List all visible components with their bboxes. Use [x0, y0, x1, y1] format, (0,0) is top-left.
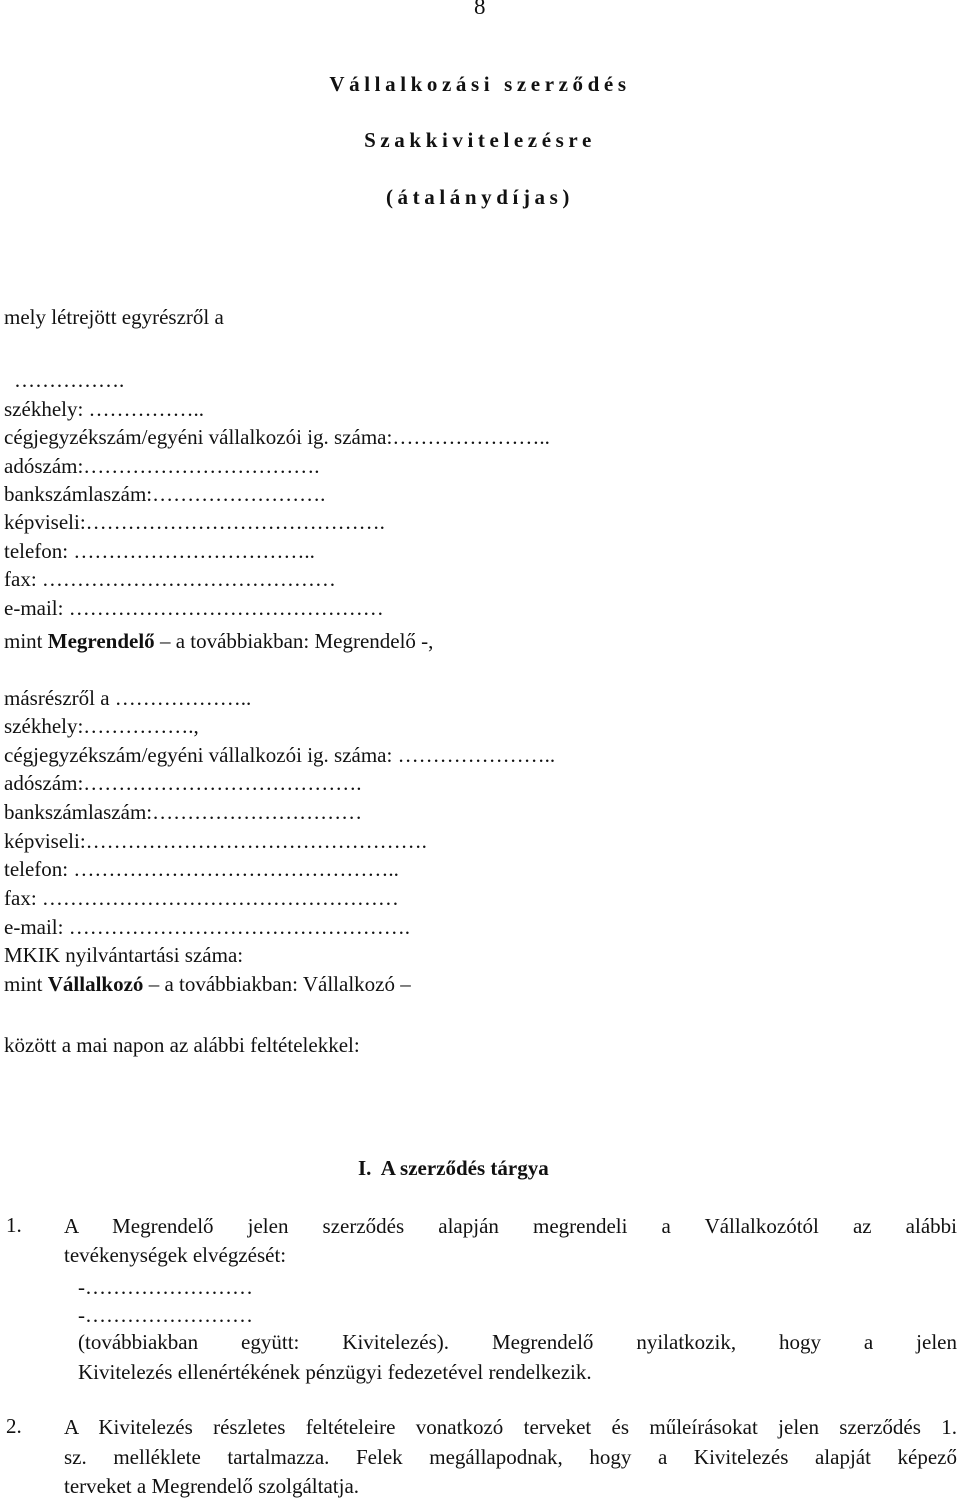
- contract-subtitle: Szakkivitelezésre: [364, 128, 596, 152]
- party2-designation: mint Vállalkozó – a továbbiakban: Vállalkozó –: [4, 972, 411, 996]
- party1-intro: mely létrejött egyrészről a: [4, 305, 224, 329]
- item-2-line-3: terveket a Megrendelő szolgáltatja.: [64, 1474, 360, 1498]
- page-number: 8: [474, 0, 486, 19]
- item-1-dash-1: -……………………: [78, 1275, 253, 1299]
- item-2-line-1: A Kivitelezés részletes feltételeire vonatkozó terveket és műleírásokat jelen szerződés 1.: [64, 1415, 957, 1439]
- party1-tax: adószám:…………………………….: [4, 454, 320, 478]
- item-2-number: 2.: [6, 1414, 22, 1438]
- party2-fax: fax: ……………………………………………: [4, 886, 399, 910]
- party1-rep: képviseli:…………………………………….: [4, 510, 385, 534]
- item-2-line-2: sz. melléklete tartalmazza. Felek megállapodnak, hogy a Kivitelezés alapját képező: [64, 1445, 957, 1469]
- party2-phone: telefon: ………………………………………..: [4, 857, 399, 881]
- party1-designation: mint Megrendelő – a továbbiakban: Megrendelő -,: [4, 629, 434, 653]
- item-1-dash-2: -……………………: [78, 1303, 253, 1327]
- party1-registry: cégjegyzékszám/egyéni vállalkozói ig. száma:…………………..: [4, 425, 550, 449]
- party2-mkik: MKIK nyilvántartási száma:: [4, 943, 244, 967]
- item-1-number: 1.: [6, 1213, 22, 1237]
- item-1-line-4: Kivitelezés ellenértékének pénzügyi fedezetével rendelkezik.: [78, 1360, 592, 1384]
- party2-bank: bankszámlaszám:…………………………: [4, 800, 363, 824]
- party2-intro: másrészről a ………………..: [4, 686, 252, 710]
- party1-phone: telefon: ……………………………..: [4, 539, 315, 563]
- party2-rep: képviseli:………………………………………….: [4, 829, 427, 853]
- party2-tax: adószám:………………………………….: [4, 771, 362, 795]
- item-1-line-2: tevékenységek elvégzését:: [64, 1243, 287, 1267]
- party2-email: e-mail: ………………………………………….: [4, 915, 410, 939]
- party1-name-field: …………….: [14, 368, 125, 392]
- party2-registry: cégjegyzékszám/egyéni vállalkozói ig. száma: …………………..: [4, 743, 556, 767]
- party1-email: e-mail: ………………………………………: [4, 596, 384, 620]
- item-1-line-1: A Megrendelő jelen szerződés alapján megrendeli a Vállalkozótól az alábbi: [64, 1214, 957, 1238]
- party2-seat: székhely:…………….,: [4, 714, 199, 738]
- contract-title: Vállalkozási szerződés: [329, 72, 631, 96]
- party1-bank: bankszámlaszám:…………………….: [4, 482, 326, 506]
- party1-seat: székhely: ……………..: [4, 397, 205, 421]
- item-1-line-3: (továbbiakban együtt: Kivitelezés). Megrendelő nyilatkozik, hogy a jelen: [78, 1330, 957, 1354]
- party1-fax: fax: ……………………………………: [4, 567, 336, 591]
- closing-line: között a mai napon az alábbi feltételekkel:: [4, 1033, 360, 1057]
- contract-subtitle-type: (átalánydíjas): [385, 185, 575, 209]
- section-title: I. A szerződés tárgya: [358, 1156, 549, 1180]
